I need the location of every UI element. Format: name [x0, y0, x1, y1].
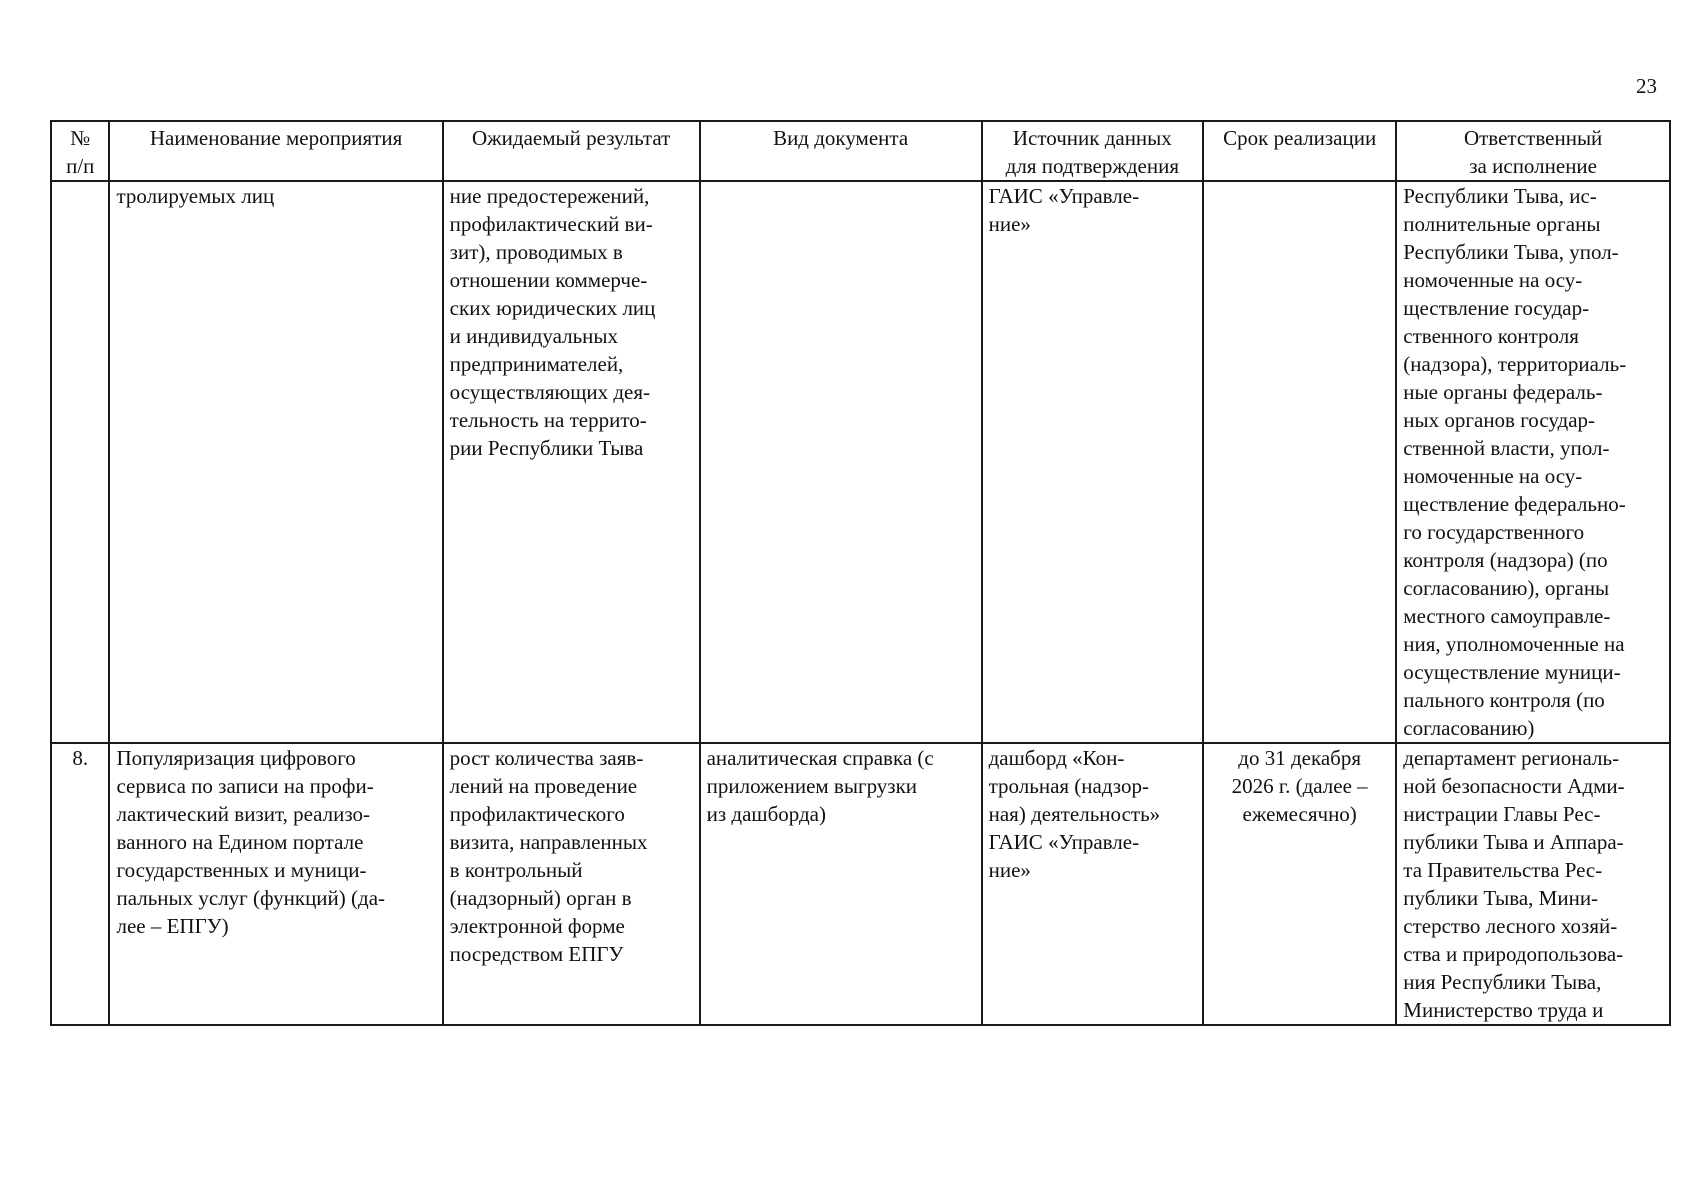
header-responsible: Ответственный за исполнение: [1396, 121, 1670, 181]
table-row: [51, 181, 1670, 743]
cell-document: аналитическая справка (с приложением выгрузки из дашборда): [700, 743, 982, 1025]
header-document: Вид документа: [700, 121, 982, 181]
cell-name: тролируемых лиц: [109, 181, 442, 743]
cell-result: рост количества заяв- лений на проведение профилактического визита, направленных в контрольный (надзорный) орган в электронной форме посредством ЕПГУ: [443, 743, 700, 1025]
cell-number: 8.: [51, 743, 109, 1025]
measures-table: [50, 120, 1671, 1026]
header-source: Источник данных для подтверждения: [982, 121, 1203, 181]
cell-source: ГАИС «Управле- ние»: [982, 181, 1203, 743]
table-header-row: [51, 121, 1670, 181]
header-result: Ожидаемый результат: [443, 121, 700, 181]
header-name: Наименование мероприятия: [109, 121, 442, 181]
cell-result: ние предостережений, профилактический ви- зит), проводимых в отношении коммерче- ских юридических лиц и индивидуальных предпринимателей, осуществляющих дея- тельность на террито- рии Республики Тыва: [443, 181, 700, 743]
cell-document: [700, 181, 982, 743]
header-number: № п/п: [51, 121, 109, 181]
page-number: 23: [1636, 74, 1657, 98]
cell-deadline: до 31 декабря 2026 г. (далее – ежемесячно): [1203, 743, 1396, 1025]
cell-deadline: [1203, 181, 1396, 743]
cell-name: Популяризация цифрового сервиса по записи на профи- лактический визит, реализо- ванного на Едином портале государственных и муници- пальных услуг (функций) (да- лее – ЕПГУ): [109, 743, 442, 1025]
table-row: [51, 743, 1670, 1025]
header-deadline: Срок реализации: [1203, 121, 1396, 181]
cell-responsible: департамент региональ- ной безопасности Адми- нистрации Главы Рес- публики Тыва и Аппара- та Правительства Рес- публики Тыва, Мини- стерство лесного хозяй- ства и природопользова- ния Республики Тыва, Министерство труда и: [1396, 743, 1670, 1025]
cell-number: [51, 181, 109, 743]
cell-source: дашборд «Кон- трольная (надзор- ная) деятельность» ГАИС «Управле- ние»: [982, 743, 1203, 1025]
cell-responsible: Республики Тыва, ис- полнительные органы Республики Тыва, упол- номоченные на осу- ществление государ- ственного контроля (надзора), территориаль- ные органы федераль- ных органов государ- ственной власти, упол- номоченные на осу- ществление федерально- го государственного контроля (надзора) (по согласованию), органы местного самоуправле- ния, уполномоченные на осуществление муници- пального контроля (по согласованию): [1396, 181, 1670, 743]
